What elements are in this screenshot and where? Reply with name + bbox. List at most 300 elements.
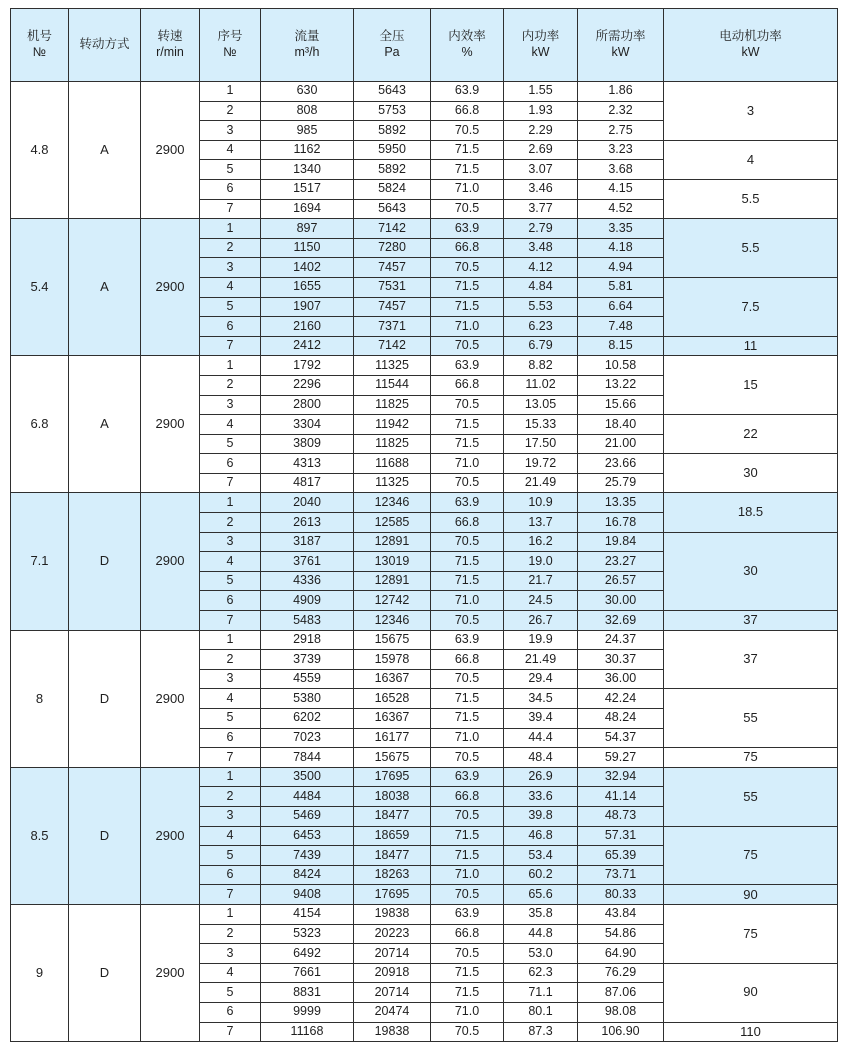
seq-no-cell: 6	[200, 728, 261, 748]
flow-cell: 4817	[261, 473, 354, 493]
flow-cell: 5323	[261, 924, 354, 944]
header-total-pressure: 全压 Pa	[354, 9, 431, 82]
internal-power-cell: 60.2	[504, 865, 578, 885]
table-row	[11, 82, 838, 102]
speed-cell: 2900	[141, 630, 200, 767]
pressure-cell: 7531	[354, 277, 431, 297]
efficiency-cell: 71.0	[431, 454, 504, 474]
efficiency-cell: 71.5	[431, 415, 504, 435]
motor-power-cell: 37	[664, 611, 838, 631]
flow-cell: 7023	[261, 728, 354, 748]
pressure-cell: 5892	[354, 160, 431, 180]
seq-no-cell: 3	[200, 944, 261, 964]
internal-power-cell: 4.12	[504, 258, 578, 278]
pressure-cell: 15978	[354, 650, 431, 670]
pressure-cell: 7371	[354, 317, 431, 337]
flow-cell: 4559	[261, 669, 354, 689]
required-power-cell: 24.37	[578, 630, 664, 650]
efficiency-cell: 63.9	[431, 630, 504, 650]
flow-cell: 1402	[261, 258, 354, 278]
flow-cell: 897	[261, 219, 354, 239]
efficiency-cell: 66.8	[431, 650, 504, 670]
required-power-cell: 15.66	[578, 395, 664, 415]
required-power-cell: 76.29	[578, 963, 664, 983]
efficiency-cell: 71.0	[431, 179, 504, 199]
efficiency-cell: 71.5	[431, 140, 504, 160]
efficiency-cell: 71.5	[431, 983, 504, 1003]
motor-power-cell: 75	[664, 826, 838, 885]
internal-power-cell: 2.29	[504, 121, 578, 141]
drive-type-cell: D	[69, 767, 141, 904]
flow-cell: 1150	[261, 238, 354, 258]
flow-cell: 630	[261, 82, 354, 102]
required-power-cell: 4.15	[578, 179, 664, 199]
efficiency-cell: 63.9	[431, 356, 504, 376]
required-power-cell: 65.39	[578, 846, 664, 866]
flow-cell: 3739	[261, 650, 354, 670]
fan-group	[11, 82, 838, 219]
efficiency-cell: 70.5	[431, 944, 504, 964]
pressure-cell: 18038	[354, 787, 431, 807]
internal-power-cell: 3.46	[504, 179, 578, 199]
seq-no-cell: 2	[200, 238, 261, 258]
seq-no-cell: 7	[200, 336, 261, 356]
required-power-cell: 3.35	[578, 219, 664, 239]
pressure-cell: 5753	[354, 101, 431, 121]
fan-group	[11, 356, 838, 493]
efficiency-cell: 70.5	[431, 1022, 504, 1042]
required-power-cell: 4.52	[578, 199, 664, 219]
header-speed: 转速 r/min	[141, 9, 200, 82]
seq-no-cell: 6	[200, 179, 261, 199]
required-power-cell: 18.40	[578, 415, 664, 435]
internal-power-cell: 26.7	[504, 611, 578, 631]
seq-no-cell: 3	[200, 806, 261, 826]
seq-no-cell: 2	[200, 924, 261, 944]
flow-cell: 2412	[261, 336, 354, 356]
seq-no-cell: 4	[200, 277, 261, 297]
internal-power-cell: 44.4	[504, 728, 578, 748]
flow-cell: 1655	[261, 277, 354, 297]
seq-no-cell: 6	[200, 454, 261, 474]
efficiency-cell: 63.9	[431, 219, 504, 239]
internal-power-cell: 2.69	[504, 140, 578, 160]
drive-type-cell: A	[69, 219, 141, 356]
flow-cell: 4154	[261, 904, 354, 924]
seq-no-cell: 3	[200, 121, 261, 141]
pressure-cell: 7457	[354, 258, 431, 278]
flow-cell: 1340	[261, 160, 354, 180]
required-power-cell: 2.32	[578, 101, 664, 121]
internal-power-cell: 48.4	[504, 748, 578, 768]
internal-power-cell: 62.3	[504, 963, 578, 983]
internal-power-cell: 5.53	[504, 297, 578, 317]
seq-no-cell: 7	[200, 199, 261, 219]
internal-power-cell: 2.79	[504, 219, 578, 239]
motor-power-cell: 75	[664, 904, 838, 963]
efficiency-cell: 71.5	[431, 709, 504, 729]
motor-power-cell: 55	[664, 689, 838, 748]
efficiency-cell: 70.5	[431, 336, 504, 356]
required-power-cell: 13.35	[578, 493, 664, 513]
table-row	[11, 630, 838, 650]
internal-power-cell: 3.48	[504, 238, 578, 258]
efficiency-cell: 63.9	[431, 82, 504, 102]
seq-no-cell: 7	[200, 885, 261, 905]
header-required-power: 所需功率 kW	[578, 9, 664, 82]
header-flow: 流量 m³/h	[261, 9, 354, 82]
header-seq-no: 序号 №	[200, 9, 261, 82]
header-internal-efficiency: 内效率 %	[431, 9, 504, 82]
efficiency-cell: 66.8	[431, 375, 504, 395]
flow-cell: 11168	[261, 1022, 354, 1042]
pressure-cell: 16177	[354, 728, 431, 748]
seq-no-cell: 1	[200, 219, 261, 239]
required-power-cell: 4.18	[578, 238, 664, 258]
efficiency-cell: 71.5	[431, 297, 504, 317]
seq-no-cell: 6	[200, 1002, 261, 1022]
internal-power-cell: 80.1	[504, 1002, 578, 1022]
pressure-cell: 19838	[354, 1022, 431, 1042]
required-power-cell: 25.79	[578, 473, 664, 493]
internal-power-cell: 39.4	[504, 709, 578, 729]
table-row	[11, 904, 838, 924]
internal-power-cell: 34.5	[504, 689, 578, 709]
flow-cell: 3761	[261, 552, 354, 572]
seq-no-cell: 4	[200, 826, 261, 846]
required-power-cell: 48.24	[578, 709, 664, 729]
internal-power-cell: 53.4	[504, 846, 578, 866]
required-power-cell: 87.06	[578, 983, 664, 1003]
seq-no-cell: 1	[200, 82, 261, 102]
pressure-cell: 18477	[354, 806, 431, 826]
efficiency-cell: 71.5	[431, 552, 504, 572]
flow-cell: 5483	[261, 611, 354, 631]
drive-type-cell: D	[69, 904, 141, 1041]
required-power-cell: 23.27	[578, 552, 664, 572]
drive-type-cell: A	[69, 82, 141, 219]
required-power-cell: 41.14	[578, 787, 664, 807]
pressure-cell: 15675	[354, 748, 431, 768]
seq-no-cell: 5	[200, 160, 261, 180]
efficiency-cell: 71.0	[431, 591, 504, 611]
motor-power-cell: 7.5	[664, 277, 838, 336]
flow-cell: 2613	[261, 513, 354, 533]
speed-cell: 2900	[141, 356, 200, 493]
internal-power-cell: 19.72	[504, 454, 578, 474]
pressure-cell: 15675	[354, 630, 431, 650]
seq-no-cell: 7	[200, 748, 261, 768]
seq-no-cell: 1	[200, 767, 261, 787]
flow-cell: 2040	[261, 493, 354, 513]
efficiency-cell: 71.5	[431, 826, 504, 846]
seq-no-cell: 2	[200, 650, 261, 670]
flow-cell: 8831	[261, 983, 354, 1003]
efficiency-cell: 66.8	[431, 238, 504, 258]
internal-power-cell: 1.55	[504, 82, 578, 102]
internal-power-cell: 29.4	[504, 669, 578, 689]
internal-power-cell: 13.05	[504, 395, 578, 415]
flow-cell: 8424	[261, 865, 354, 885]
header-internal-power: 内功率 kW	[504, 9, 578, 82]
pressure-cell: 5892	[354, 121, 431, 141]
required-power-cell: 21.00	[578, 434, 664, 454]
required-power-cell: 10.58	[578, 356, 664, 376]
fan-no-cell: 7.1	[11, 493, 69, 630]
seq-no-cell: 4	[200, 415, 261, 435]
flow-cell: 6453	[261, 826, 354, 846]
pressure-cell: 7142	[354, 336, 431, 356]
internal-power-cell: 8.82	[504, 356, 578, 376]
flow-cell: 4909	[261, 591, 354, 611]
pressure-cell: 17695	[354, 885, 431, 905]
pressure-cell: 12742	[354, 591, 431, 611]
fan-performance-table	[10, 8, 838, 1042]
required-power-cell: 4.94	[578, 258, 664, 278]
pressure-cell: 5643	[354, 199, 431, 219]
efficiency-cell: 70.5	[431, 748, 504, 768]
internal-power-cell: 33.6	[504, 787, 578, 807]
internal-power-cell: 3.77	[504, 199, 578, 219]
seq-no-cell: 6	[200, 591, 261, 611]
required-power-cell: 98.08	[578, 1002, 664, 1022]
required-power-cell: 5.81	[578, 277, 664, 297]
pressure-cell: 11325	[354, 473, 431, 493]
required-power-cell: 32.69	[578, 611, 664, 631]
seq-no-cell: 3	[200, 258, 261, 278]
required-power-cell: 3.68	[578, 160, 664, 180]
flow-cell: 3187	[261, 532, 354, 552]
flow-cell: 2918	[261, 630, 354, 650]
pressure-cell: 11825	[354, 434, 431, 454]
pressure-cell: 20474	[354, 1002, 431, 1022]
seq-no-cell: 7	[200, 1022, 261, 1042]
internal-power-cell: 6.79	[504, 336, 578, 356]
pressure-cell: 11325	[354, 356, 431, 376]
internal-power-cell: 24.5	[504, 591, 578, 611]
efficiency-cell: 70.5	[431, 669, 504, 689]
efficiency-cell: 66.8	[431, 101, 504, 121]
header-fan-no: 机号 №	[11, 9, 69, 82]
required-power-cell: 7.48	[578, 317, 664, 337]
efficiency-cell: 71.5	[431, 571, 504, 591]
internal-power-cell: 3.07	[504, 160, 578, 180]
flow-cell: 6492	[261, 944, 354, 964]
required-power-cell: 48.73	[578, 806, 664, 826]
flow-cell: 7844	[261, 748, 354, 768]
efficiency-cell: 70.5	[431, 395, 504, 415]
internal-power-cell: 15.33	[504, 415, 578, 435]
pressure-cell: 16528	[354, 689, 431, 709]
efficiency-cell: 70.5	[431, 199, 504, 219]
required-power-cell: 42.24	[578, 689, 664, 709]
internal-power-cell: 21.7	[504, 571, 578, 591]
fan-no-cell: 8.5	[11, 767, 69, 904]
pressure-cell: 18659	[354, 826, 431, 846]
required-power-cell: 3.23	[578, 140, 664, 160]
flow-cell: 5469	[261, 806, 354, 826]
flow-cell: 4336	[261, 571, 354, 591]
speed-cell: 2900	[141, 82, 200, 219]
seq-no-cell: 6	[200, 317, 261, 337]
flow-cell: 5380	[261, 689, 354, 709]
drive-type-cell: D	[69, 493, 141, 630]
pressure-cell: 16367	[354, 669, 431, 689]
flow-cell: 1694	[261, 199, 354, 219]
internal-power-cell: 53.0	[504, 944, 578, 964]
seq-no-cell: 5	[200, 709, 261, 729]
fan-group	[11, 493, 838, 630]
flow-cell: 4484	[261, 787, 354, 807]
efficiency-cell: 71.0	[431, 317, 504, 337]
pressure-cell: 18263	[354, 865, 431, 885]
efficiency-cell: 66.8	[431, 924, 504, 944]
required-power-cell: 64.90	[578, 944, 664, 964]
table-row	[11, 356, 838, 376]
flow-cell: 2160	[261, 317, 354, 337]
flow-cell: 4313	[261, 454, 354, 474]
seq-no-cell: 5	[200, 297, 261, 317]
pressure-cell: 11688	[354, 454, 431, 474]
table-row	[11, 219, 838, 239]
pressure-cell: 11942	[354, 415, 431, 435]
motor-power-cell: 5.5	[664, 179, 838, 218]
flow-cell: 808	[261, 101, 354, 121]
required-power-cell: 16.78	[578, 513, 664, 533]
required-power-cell: 1.86	[578, 82, 664, 102]
seq-no-cell: 1	[200, 493, 261, 513]
fan-group	[11, 630, 838, 767]
fan-group	[11, 904, 838, 1041]
flow-cell: 3304	[261, 415, 354, 435]
speed-cell: 2900	[141, 219, 200, 356]
flow-cell: 1907	[261, 297, 354, 317]
efficiency-cell: 71.5	[431, 277, 504, 297]
efficiency-cell: 71.0	[431, 728, 504, 748]
internal-power-cell: 35.8	[504, 904, 578, 924]
pressure-cell: 7142	[354, 219, 431, 239]
motor-power-cell: 15	[664, 356, 838, 415]
efficiency-cell: 71.0	[431, 1002, 504, 1022]
efficiency-cell: 70.5	[431, 258, 504, 278]
motor-power-cell: 37	[664, 630, 838, 689]
pressure-cell: 17695	[354, 767, 431, 787]
required-power-cell: 30.37	[578, 650, 664, 670]
internal-power-cell: 4.84	[504, 277, 578, 297]
fan-no-cell: 9	[11, 904, 69, 1041]
motor-power-cell: 75	[664, 748, 838, 768]
internal-power-cell: 19.9	[504, 630, 578, 650]
required-power-cell: 13.22	[578, 375, 664, 395]
flow-cell: 1162	[261, 140, 354, 160]
motor-power-cell: 4	[664, 140, 838, 179]
required-power-cell: 59.27	[578, 748, 664, 768]
seq-no-cell: 5	[200, 571, 261, 591]
internal-power-cell: 10.9	[504, 493, 578, 513]
seq-no-cell: 1	[200, 356, 261, 376]
table-row	[11, 493, 838, 513]
fan-group	[11, 767, 838, 904]
motor-power-cell: 11	[664, 336, 838, 356]
pressure-cell: 18477	[354, 846, 431, 866]
flow-cell: 3500	[261, 767, 354, 787]
required-power-cell: 8.15	[578, 336, 664, 356]
internal-power-cell: 17.50	[504, 434, 578, 454]
internal-power-cell: 11.02	[504, 375, 578, 395]
motor-power-cell: 5.5	[664, 219, 838, 278]
pressure-cell: 12585	[354, 513, 431, 533]
internal-power-cell: 16.2	[504, 532, 578, 552]
seq-no-cell: 6	[200, 865, 261, 885]
required-power-cell: 23.66	[578, 454, 664, 474]
internal-power-cell: 1.93	[504, 101, 578, 121]
efficiency-cell: 70.5	[431, 611, 504, 631]
flow-cell: 7439	[261, 846, 354, 866]
flow-cell: 2800	[261, 395, 354, 415]
efficiency-cell: 70.5	[431, 473, 504, 493]
seq-no-cell: 5	[200, 846, 261, 866]
seq-no-cell: 3	[200, 395, 261, 415]
flow-cell: 2296	[261, 375, 354, 395]
speed-cell: 2900	[141, 904, 200, 1041]
efficiency-cell: 63.9	[431, 767, 504, 787]
required-power-cell: 80.33	[578, 885, 664, 905]
required-power-cell: 30.00	[578, 591, 664, 611]
efficiency-cell: 70.5	[431, 885, 504, 905]
motor-power-cell: 90	[664, 963, 838, 1022]
seq-no-cell: 4	[200, 963, 261, 983]
flow-cell: 9408	[261, 885, 354, 905]
pressure-cell: 20223	[354, 924, 431, 944]
efficiency-cell: 71.5	[431, 689, 504, 709]
motor-power-cell: 22	[664, 415, 838, 454]
flow-cell: 9999	[261, 1002, 354, 1022]
efficiency-cell: 63.9	[431, 904, 504, 924]
efficiency-cell: 71.5	[431, 160, 504, 180]
efficiency-cell: 71.5	[431, 963, 504, 983]
speed-cell: 2900	[141, 493, 200, 630]
pressure-cell: 13019	[354, 552, 431, 572]
efficiency-cell: 66.8	[431, 787, 504, 807]
efficiency-cell: 71.0	[431, 865, 504, 885]
fan-group	[11, 219, 838, 356]
required-power-cell: 54.37	[578, 728, 664, 748]
internal-power-cell: 71.1	[504, 983, 578, 1003]
internal-power-cell: 44.8	[504, 924, 578, 944]
required-power-cell: 36.00	[578, 669, 664, 689]
efficiency-cell: 71.5	[431, 434, 504, 454]
seq-no-cell: 4	[200, 552, 261, 572]
fan-no-cell: 8	[11, 630, 69, 767]
seq-no-cell: 5	[200, 434, 261, 454]
seq-no-cell: 5	[200, 983, 261, 1003]
seq-no-cell: 2	[200, 787, 261, 807]
required-power-cell: 43.84	[578, 904, 664, 924]
pressure-cell: 12346	[354, 611, 431, 631]
pressure-cell: 16367	[354, 709, 431, 729]
pressure-cell: 11544	[354, 375, 431, 395]
pressure-cell: 11825	[354, 395, 431, 415]
flow-cell: 985	[261, 121, 354, 141]
required-power-cell: 19.84	[578, 532, 664, 552]
efficiency-cell: 70.5	[431, 121, 504, 141]
pressure-cell: 5950	[354, 140, 431, 160]
required-power-cell: 54.86	[578, 924, 664, 944]
required-power-cell: 6.64	[578, 297, 664, 317]
seq-no-cell: 4	[200, 689, 261, 709]
header-motor-power: 电动机功率 kW	[664, 9, 838, 82]
performance-table-container	[10, 8, 838, 1042]
